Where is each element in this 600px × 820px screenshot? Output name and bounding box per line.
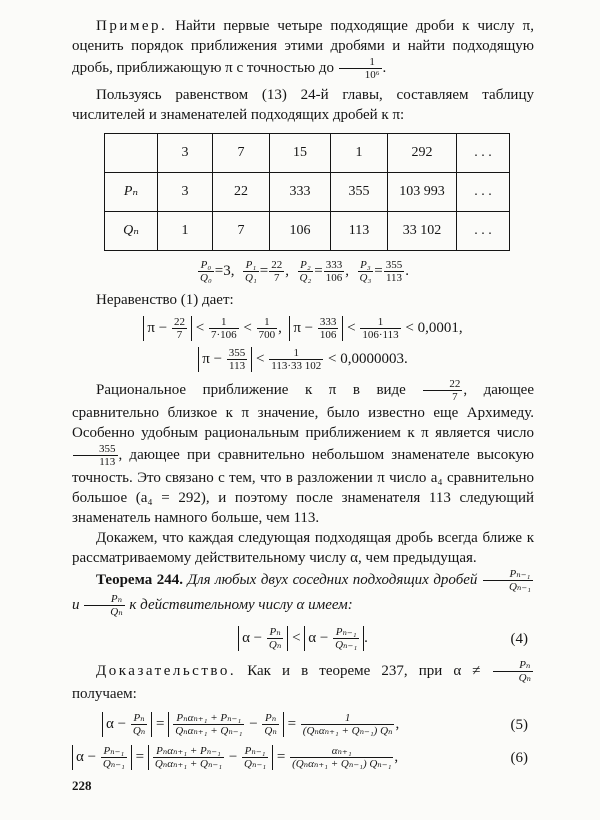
archimedes-paragraph: Рациональное приближение к π в виде $\frac{22}{7}$ , дающее сравнительно близкое к π значение, было известно еще Архимеду. Особенно удобным рациональным приближением к π является число $\frac{355}{113}$ , дающее при сравнительно небольшом знаменателе высокую точность. Это связано с тем, что в разложении π число a₄ сравнительно большое (a₄ = 292), и поэтому после знаменателя 113 следующий знаменатель намного больше, чем 113. [72, 378, 534, 526]
equation-6: α − $\frac{\text{Pₙ₋₁}}{\text{Qₙ₋₁}}$ = $\frac{\text{Pₙαₙ₊₁ + Pₙ₋₁}}{\text{Qₙαₙ₊₁ + Qₙ₋₁}}$ − $\frac{\text{Pₙ₋₁}}{\text{Qₙ₋₁}}$ = $\frac{\text{αₙ₊₁}}{\text{(Qₙαₙ₊₁ + Qₙ₋₁) Qₙ₋₁}}$ , (6) [72, 745, 534, 770]
inequality-label: Неравенство (1) дает: [96, 292, 234, 308]
equation-number: (4) [510, 630, 528, 647]
example-text: Найти первые четыре подходящие дроби к числу π, оценить порядок приближения этими дробями и найти подходящую дробь, приближающую π с точностью до [72, 18, 534, 76]
inequality-line-1: π − $\frac{22}{7}$ < $\frac{1}{7\cdot 106}$ < $\frac{1}{700}$ , π − $\frac{333}{106}$ < $\frac{1}{106\cdot 113}$ < 0,0001, [72, 316, 534, 341]
inequality-line-2: π − $\frac{355}{113}$ < $\frac{1}{113\cdot 33 102}$ < 0,0000003. [72, 347, 534, 372]
convergent-values: $\frac{\text{P₀}}{\text{Q₀}}$ =3, $\frac{\text{P₁}}{\text{Q₁}}$ = $\frac{22}{7}$ , $\frac{\text{P₂}}{\text{Q₂}}$ = $\frac{333}{106}$ , $\frac{\text{P₃}}{\text{Q₃}}$ = $\frac{355}{113}$ . [200, 259, 409, 284]
page-number: 228 [72, 778, 92, 793]
equation-4: α − $\frac{\text{Pₙ}}{\text{Qₙ}}$ < α − $\frac{\text{Pₙ₋₁}}{\text{Qₙ₋₁}}$ . (4) [72, 626, 534, 651]
equation-number: (5) [510, 716, 528, 733]
theorem-paragraph: Теорема 244. Для любых двух соседних подходящих дробей $\frac{\text{Pₙ₋₁}}{\text{Qₙ₋₁}}$ и $\frac{\text{Pₙ}}{\text{Qₙ}}$ к действительному числу α имеем: [72, 568, 531, 618]
table-row: Qₙ 1 7 106 113 33 102 . . . [105, 212, 510, 251]
theorem-label: Теорема 244. [96, 571, 183, 588]
example-label: Пример. [96, 18, 168, 34]
proof-intro: Докажем, что каждая следующая подходящая дробь всегда ближе к рассматриваемому действительному числу α, чем предыдущая. [72, 530, 534, 566]
equation-number: (6) [510, 749, 528, 766]
proof-paragraph: Доказательство. Как и в теореме 237, при α ≠ $\frac{\text{Pₙ}}{\text{Qₙ}}$ получаем: [72, 659, 531, 702]
precision-fraction: $\frac{1}{\text{10⁶}}$ [339, 56, 382, 81]
proof-label: Доказательство. [96, 662, 237, 679]
equation-5: α − $\frac{\text{Pₙ}}{\text{Qₙ}}$ = $\frac{\text{Pₙαₙ₊₁ + Pₙ₋₁}}{\text{Qₙαₙ₊₁ + Qₙ₋₁}}$ − $\frac{\text{Pₙ}}{\text{Qₙ}}$ = $\frac{1}{\text{(Qₙαₙ₊₁ + Qₙ₋₁) Qₙ}}$ , (5) [72, 712, 534, 737]
convergents-table [104, 133, 510, 251]
page-content [72, 16, 534, 778]
example-paragraph: Пример. Найти первые четыре подходящие дроби к числу π, оценить порядок приближения этими дробями и найти подходящую дробь, приближающую π с точностью до $\frac{1}{\text{10⁶}}$ . [72, 18, 534, 81]
table-intro: Пользуясь равенством (13) 24-й главы, составляем таблицу числителей и знаменателей подходящих дробей к π: [72, 87, 534, 123]
table-row: 3 7 15 1 292 . . . [105, 134, 510, 173]
table-row: Pₙ 3 22 333 355 103 993 . . . [105, 173, 510, 212]
